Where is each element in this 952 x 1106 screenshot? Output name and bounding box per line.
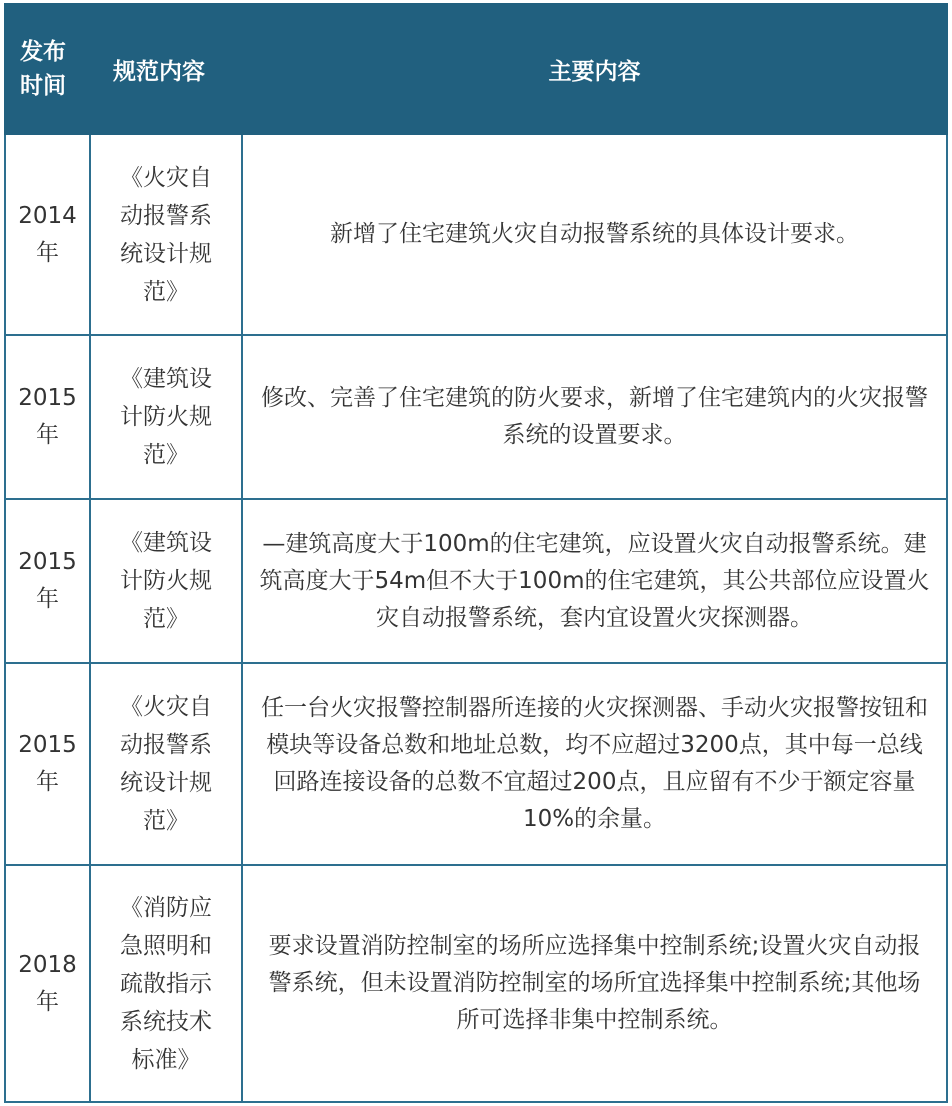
- table-row: [5, 134, 947, 335]
- main-content-cell: 修改、完善了住宅建筑的防火要求，新增了住宅建筑内的火灾报警系统的设置要求。: [242, 335, 947, 499]
- regulation-name-cell: [90, 134, 242, 335]
- table-row: [5, 865, 947, 1102]
- main-content-cell: 新增了住宅建筑火灾自动报警系统的具体设计要求。: [242, 134, 947, 335]
- regulation-name: 《消防应急照明和疏散指示系统技术标准》: [120, 894, 212, 1073]
- header-main-content: 主要内容: [242, 4, 947, 134]
- main-content-cell: 要求设置消防控制室的场所应选择集中控制系统;设置火灾自动报警系统，但未设置消防控制室的场所宜选择集中控制系统;其他场所可选择非集中控制系统。: [242, 865, 947, 1102]
- header-publish-time: [5, 4, 90, 134]
- header-regulation-name: 规范内容: [90, 4, 242, 134]
- year-cell: [5, 499, 90, 663]
- year-value: 2015: [18, 549, 77, 575]
- year-cell: [5, 134, 90, 335]
- table-row: [5, 663, 947, 865]
- regulations-table-container: [4, 3, 946, 1103]
- year-value: 2015: [18, 732, 77, 758]
- year-unit: 年: [36, 769, 59, 795]
- regulation-name-cell: [90, 335, 242, 499]
- table-row: [5, 335, 947, 499]
- table-row: [5, 499, 947, 663]
- regulation-name-cell: [90, 499, 242, 663]
- regulation-name: 《建筑设计防火规范》: [120, 366, 212, 468]
- year-unit: 年: [36, 988, 59, 1015]
- main-content-cell: —建筑高度大于100m的住宅建筑，应设置火灾自动报警系统。建筑高度大于54m但不大于100m的住宅建筑，其公共部位应设置火灾自动报警系统，套内宜设置火灾探测器。: [242, 499, 947, 663]
- header-publish-time-line2: 时间: [20, 73, 66, 99]
- regulation-name-cell: [90, 663, 242, 865]
- year-cell: [5, 335, 90, 499]
- year-value: 2018: [18, 951, 77, 978]
- year-cell: [5, 865, 90, 1102]
- regulation-name-cell: [90, 865, 242, 1102]
- regulation-name: 《火灾自动报警系统设计规范》: [120, 164, 212, 305]
- regulation-name: 《建筑设计防火规范》: [120, 530, 212, 632]
- regulation-name: 《火灾自动报警系统设计规范》: [120, 694, 212, 834]
- year-cell: [5, 663, 90, 865]
- table-header-row: [5, 4, 947, 134]
- year-value: 2015: [18, 385, 77, 411]
- year-unit: 年: [36, 239, 59, 266]
- year-unit: 年: [36, 586, 59, 612]
- header-publish-time-line1: 发布: [20, 39, 66, 65]
- year-unit: 年: [36, 422, 59, 448]
- main-content-cell: 任一台火灾报警控制器所连接的火灾探测器、手动火灾报警按钮和模块等设备总数和地址总数，均不应超过3200点，其中每一总线回路连接设备的总数不宜超过200点，且应留有不少于额定容量10%的余量。: [242, 663, 947, 865]
- regulations-table: [4, 3, 948, 1103]
- year-value: 2014: [18, 202, 77, 229]
